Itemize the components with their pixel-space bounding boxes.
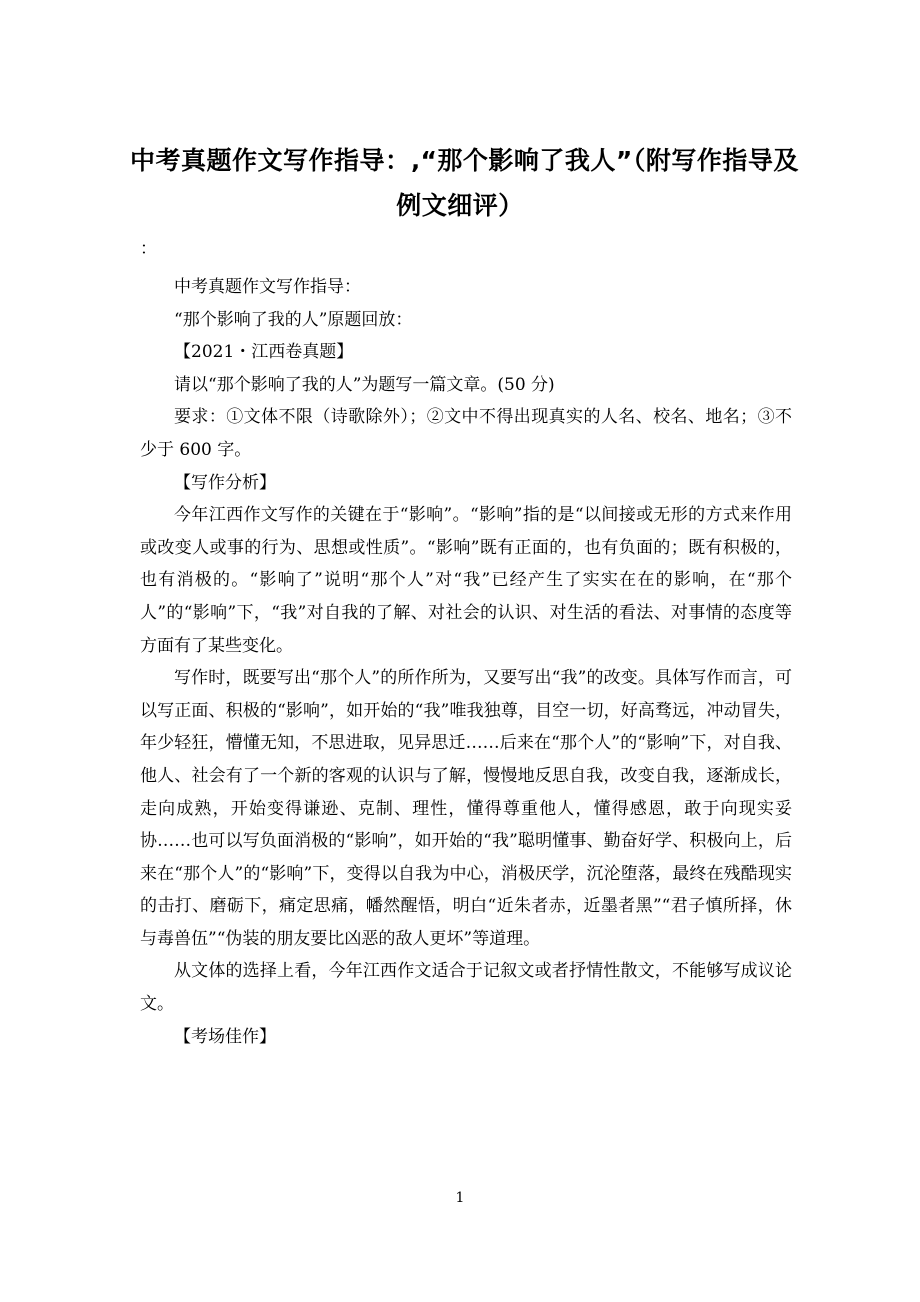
paragraph-analysis-2: 写作时，既要写出“那个人”的所作所为，又要写出“我”的改变。具体写作而言，可以写正面、积极的“影响”，如开始的“我”唯我独尊，目空一切，好高骛远，冲动冒失，年少轻狂，懵懂无知，不思进取，见异思迁……后来在“那个人”的“影响”下，对自我、他人、社会有了一个新的客观的认识与了解，慢慢地反思自我，改变自我，逐渐成长，走向成熟，开始变得谦逊、克制、理性，懂得尊重他人，懂得感恩，敢于向现实妥协……也可以写负面消极的“影响”，如开始的“我”聪明懂事、勤奋好学、积极向上，后来在“那个人”的“影响”下，变得以自我为中心，消极厌学，沉沦堕落，最终在残酷现实的击打、磨砺下，痛定思痛，幡然醒悟，明白“近朱者赤，近墨者黑”“君子慎所择，休与毒兽伍”“伪装的朋友要比凶恶的敌人更坏”等道理。 xyxy=(140,668,792,949)
title-line-2: 例文细评） xyxy=(396,191,524,220)
paragraph-requirements: 要求：①文体不限（诗歌除外）；②文中不得出现真实的人名、校名、地名；③不少于 600 字。 xyxy=(140,407,792,460)
paragraph-original-question-label: “那个影响了我的人”原题回放： xyxy=(174,309,413,330)
section-heading-exam-source: 【2021・江西卷真题】 xyxy=(174,342,354,363)
document-body xyxy=(140,271,792,1053)
paragraph-analysis-1: 今年江西作文写作的关键在于“影响”。“影响”指的是“以间接或无形的方式来作用或改变人或事的行为、思想或性质”。“影响”既有正面的，也有负面的；既有积极的，也有消极的。“影响了”说明“那个人”对“我”已经产生了实实在在的影响，在“那个人”的“影响”下，“我”对自我的了解、对社会的认识、对生活的看法、对事情的态度等方面有了某些变化。 xyxy=(140,505,792,656)
paragraph-analysis-3: 从文体的选择上看，今年江西作文适合于记叙文或者抒情性散文，不能够写成议论文。 xyxy=(140,961,792,1015)
stray-colon-mark: ： xyxy=(140,239,157,259)
document-title xyxy=(130,138,799,228)
paragraph-prompt: 请以“那个影响了我的人”为题写一篇文章。(50 分) xyxy=(174,374,555,395)
section-heading-sample-essay: 【考场佳作】 xyxy=(174,1026,276,1047)
page-number: 1 xyxy=(455,1190,465,1206)
paragraph-intro: 中考真题作文写作指导： xyxy=(174,277,361,297)
title-line-1: 中考真题作文写作指导：‚“那个影响了我人”（附写作指导及 xyxy=(130,146,799,175)
section-heading-writing-analysis: 【写作分析】 xyxy=(174,472,276,493)
